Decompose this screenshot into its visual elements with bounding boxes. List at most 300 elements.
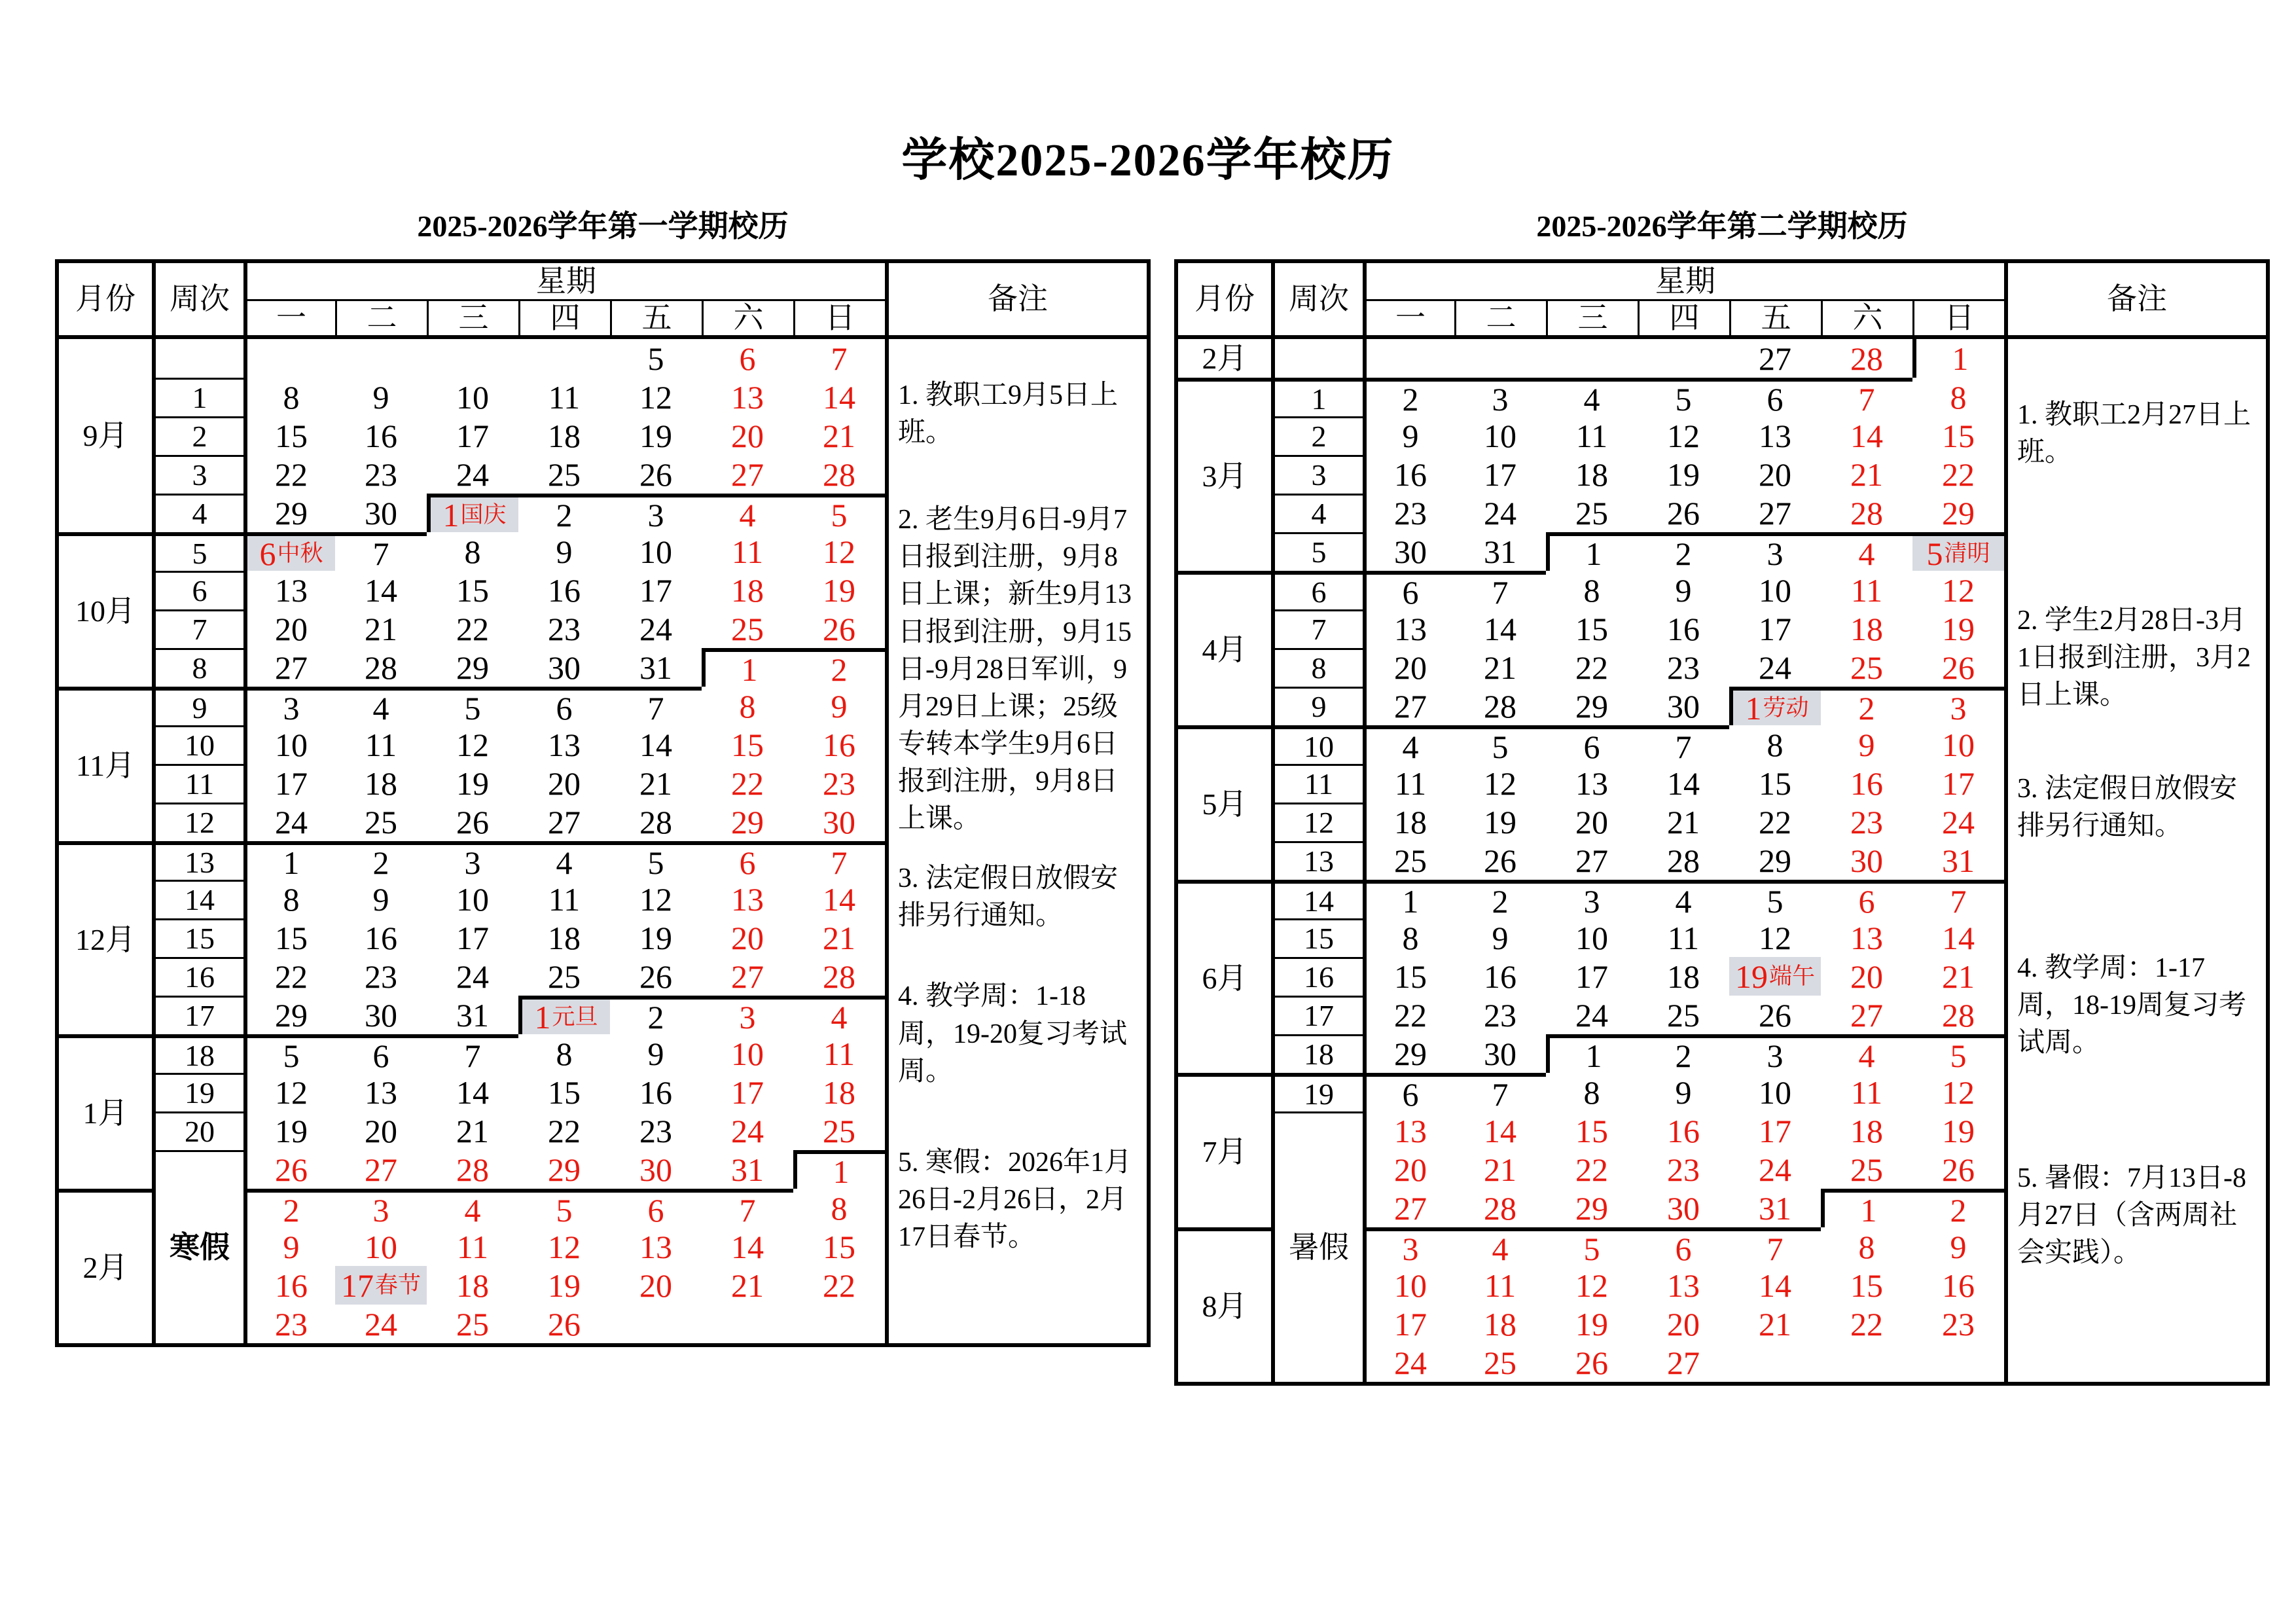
day-number: 26 [1942,1151,1975,1188]
calendar-day-cell [1821,996,1912,1034]
day-number: 6 [1402,1075,1419,1111]
day-number: 24 [1484,494,1516,532]
calendar-day-cell [518,764,610,803]
day-number: 28 [1667,842,1700,879]
day-number: 23 [639,1112,672,1149]
day-number: 3 [1950,689,1967,725]
calendar-day-cell [1546,918,1638,957]
calendar-day-cell [1638,609,1729,648]
day-number: 2 [1858,689,1875,725]
calendar-day-cell [335,378,427,416]
calendar-day-cell [610,918,702,957]
day-number: 25 [1575,494,1608,532]
calendar-day-cell [1454,1305,1546,1343]
calendar-day-cell [1729,1150,1821,1189]
calendar-day-cell [793,532,885,571]
calendar-day-cell [427,1150,518,1189]
day-number: 6 [1858,882,1875,918]
day-number: 29 [1575,1189,1608,1227]
calendar-day-cell [1912,918,2004,957]
day-number: 6 [372,1037,389,1073]
day-number: 29 [1394,1035,1427,1072]
month-label: 8月 [1178,1227,1271,1382]
calendar-day-cell [1729,339,1821,378]
calendar-day-cell [1638,725,1729,764]
calendar-day-cell [1454,1150,1546,1189]
day-number: 5 [831,496,848,532]
month-label: 5月 [1178,725,1271,880]
day-number: 9 [1858,726,1875,763]
calendar-day-cell [243,1227,335,1266]
calendar-day-cell [1729,918,1821,957]
calendar-day-cell [793,455,885,494]
header-day: 六 [1821,301,1912,339]
calendar-day-cell [610,455,702,494]
calendar-day-cell [1729,1189,1821,1227]
day-number: 2 [556,496,573,532]
calendar-day-cell [793,339,885,378]
day-number: 15 [1575,1112,1608,1149]
day-number: 13 [1667,1267,1700,1304]
day-number: 26 [456,803,489,840]
header-day: 四 [1638,301,1729,339]
semester2-title: 2025-2026学年第二学期校历 [1536,209,1908,243]
week-number: 6 [1271,571,1363,609]
week-number: 18 [1271,1034,1363,1073]
day-number: 30 [639,1151,672,1188]
month-label: 9月 [82,418,128,452]
day-number: 28 [1484,687,1516,725]
note-item: 1. 教职工9月5日上班。 [898,380,1119,448]
day-number: 7 [647,689,664,725]
semester1-calendar-table [55,259,1151,1347]
day-number: 13 [1850,919,1883,956]
day-number: 8 [283,880,300,918]
day-number: 4 [739,496,756,532]
calendar-day-cell [335,494,427,532]
calendar-day-cell [335,803,427,841]
calendar-day-cell [1912,1150,2004,1189]
day-number: 7 [739,1191,756,1227]
day-number: 16 [639,1074,672,1111]
calendar-day-cell [243,1111,335,1150]
week-number: 11 [1271,764,1363,803]
week-number: 1 [152,378,243,416]
calendar-day-cell [427,571,518,609]
day-number: 21 [731,1267,764,1304]
calendar-day-cell [1454,378,1546,416]
note-item: 3. 法定假日放假安排另行通知。 [2017,773,2238,841]
day-number: 10 [1759,571,1791,609]
calendar-day-cell [1638,918,1729,957]
calendar-day-cell [1729,571,1821,609]
day-number: 14 [1484,610,1516,647]
calendar-day-cell [427,918,518,957]
day-number: 11 [731,533,764,570]
note-item: 4. 教学周：1-17周，18-19周复习考试周。 [2017,952,2246,1058]
calendar-day-cell [1821,455,1912,494]
calendar-day-cell [702,725,793,764]
calendar-day-cell [793,880,885,918]
week-number: 18 [152,1034,243,1073]
day-number: 2 [1950,1191,1967,1227]
calendar-day-cell [1729,841,1821,880]
calendar-day-cell [518,1305,610,1343]
day-number: 19 [1667,456,1700,493]
day-number: 7 [831,340,848,377]
day-number: 23 [548,610,581,647]
calendar-day-cell [1821,918,1912,957]
calendar-day-cell [1912,880,2004,918]
calendar-day-cell [610,648,702,687]
day-number: 1 [1860,1191,1877,1227]
notes [885,339,1147,1343]
day-number: 23 [1667,649,1700,686]
week-number: 9 [152,687,243,725]
day-number: 11 [365,726,397,763]
calendar-day-cell [610,1305,702,1343]
day-number: 14 [731,1228,764,1265]
day-number: 12 [1484,765,1516,802]
day-number: 17 [1394,1305,1427,1343]
day-number: 6 [739,844,756,880]
day-number: 21 [1942,958,1975,995]
day-number: 26 [639,958,672,995]
day-number: 27 [1759,494,1791,532]
calendar-day-cell [1638,1266,1729,1305]
calendar-day-cell [1363,571,1454,609]
calendar-day-cell [1454,609,1546,648]
day-number: 14 [1667,765,1700,802]
week-number: 11 [152,764,243,803]
week-number: 2 [1271,416,1363,455]
day-number: 6 [1675,1230,1692,1266]
month-label: 6月 [1178,880,1271,1073]
day-number: 25 [1850,649,1883,686]
calendar-day-cell [243,803,335,841]
calendar-day-cell [702,996,793,1034]
day-number: 22 [1942,456,1975,493]
calendar-day-cell [702,532,793,571]
day-number: 19 [548,1267,581,1304]
day-number: 14 [639,726,672,763]
calendar-day-cell [1546,609,1638,648]
day-number: 5 [464,689,481,725]
calendar-day-cell [1363,880,1454,918]
calendar-day-cell [702,648,793,687]
header-day: 一 [243,301,335,339]
calendar-day-cell [518,1073,610,1111]
month-label: 4月 [1178,571,1271,725]
page-title: 学校2025-2026学年校历 [901,135,1395,186]
day-number: 11 [1484,1267,1516,1304]
day-number: 10 [1942,726,1975,763]
calendar-day-cell [243,1305,335,1343]
calendar-day-cell [702,416,793,455]
day-number: 7 [1858,380,1875,416]
calendar-day-cell [1638,648,1729,687]
week-number: 9 [1271,687,1363,725]
day-number: 24 [275,803,308,840]
calendar-day-cell [1821,725,1912,764]
calendar-day-cell [243,609,335,648]
header-notes: 备注 [885,263,1147,339]
day-number: 29 [456,649,489,686]
calendar-day-cell [427,803,518,841]
calendar-day-cell [1454,416,1546,455]
calendar-day-cell [1729,803,1821,841]
calendar-day-cell [427,1305,518,1343]
calendar-day-cell [1363,1150,1454,1189]
calendar-day-cell [793,918,885,957]
calendar-day-cell [1638,957,1729,996]
week-number: 1 [1271,378,1363,416]
month-label: 11月 [59,687,152,841]
calendar-day-cell [427,339,518,378]
calendar-day-cell [1363,957,1454,996]
day-number: 6 [259,535,276,571]
day-number: 6 [1767,380,1784,416]
day-number: 3 [1492,380,1509,416]
day-number: 29 [1575,687,1608,725]
day-number: 7 [372,535,389,571]
day-number: 6 [556,689,573,725]
calendar-day-cell [518,841,610,880]
day-number: 2 [1675,535,1692,571]
day-number: 11 [1667,919,1700,956]
day-number: 22 [823,1267,855,1304]
calendar-day-cell [1363,455,1454,494]
day-number: 9 [1675,1074,1692,1111]
day-number: 17 [340,1267,374,1304]
day-number: 4 [1492,1230,1509,1266]
calendar-day-cell [518,378,610,416]
calendar-day-cell [1363,1073,1454,1111]
day-number: 30 [823,803,855,840]
day-number: 30 [1394,533,1427,570]
day-number: 21 [639,765,672,802]
day-number: 18 [548,417,581,454]
calendar-day-cell [610,841,702,880]
day-number: 5 [1675,380,1692,416]
calendar-day-cell [1454,1266,1546,1305]
calendar-day-cell [1912,764,2004,803]
calendar-day-cell [1363,803,1454,841]
day-number: 12 [1667,417,1700,454]
day-number: 21 [823,919,855,956]
calendar-day-cell [335,880,427,918]
calendar-day-cell [610,532,702,571]
month-label: 10月 [59,532,152,687]
calendar-day-cell [610,1150,702,1189]
calendar-day-cell [793,841,885,880]
day-number: 29 [731,803,764,840]
day-number: 14 [823,880,855,918]
week-number: 16 [152,957,243,996]
day-number: 13 [1394,610,1427,647]
day-number: 25 [456,1305,489,1343]
calendar-day-cell [793,764,885,803]
day-number: 15 [731,726,764,763]
day-number: 3 [1767,1037,1784,1073]
day-number: 16 [1942,1267,1975,1304]
calendar-day-cell [1729,609,1821,648]
calendar-day-cell [1363,764,1454,803]
day-number: 27 [1394,1189,1427,1227]
calendar-day-cell [427,1034,518,1073]
day-number: 22 [1394,996,1427,1034]
day-number: 19 [275,1112,308,1149]
day-number: 17 [639,571,672,609]
day-number: 22 [275,456,308,493]
week-number: 19 [1271,1073,1363,1111]
calendar-grid [55,259,1151,1347]
week-number [1271,339,1363,378]
day-number: 25 [1394,842,1427,879]
day-number: 27 [731,958,764,995]
header-month: 月份 [1178,263,1271,339]
calendar-day-cell [518,1111,610,1150]
calendar-day-cell [1363,339,1454,378]
calendar-day-cell [335,1073,427,1111]
day-number: 26 [1575,1344,1608,1381]
day-number: 3 [1767,535,1784,571]
calendar-day-cell [1363,648,1454,687]
calendar-day-cell [518,532,610,571]
calendar-day-cell [335,339,427,378]
calendar-day-cell [610,339,702,378]
day-number: 8 [556,1035,573,1072]
day-number: 25 [1850,1151,1883,1188]
calendar-day-cell [1363,687,1454,725]
calendar-day-cell [1912,1189,2004,1227]
day-number: 24 [1942,803,1975,840]
month-label: 1月 [59,1034,152,1189]
day-number: 24 [456,456,489,493]
calendar-day-cell [243,764,335,803]
day-number: 26 [1942,649,1975,686]
day-number: 11 [823,1035,855,1072]
calendar-day-cell [518,339,610,378]
calendar-day-cell [243,1150,335,1189]
calendar-day-cell [1729,455,1821,494]
day-number: 31 [639,649,672,686]
calendar-day-cell [793,1150,885,1189]
day-number: 5 [283,1037,300,1073]
week-number: 6 [152,571,243,609]
day-number: 26 [1484,842,1516,879]
calendar-day-cell [427,455,518,494]
calendar-day-cell [1454,1227,1546,1266]
day-number: 6 [739,340,756,377]
day-number: 13 [548,726,581,763]
calendar-day-cell [1546,532,1638,571]
calendar-day-cell [793,648,885,687]
day-number: 4 [1675,882,1692,918]
header-day: 三 [1546,301,1638,339]
holiday-name: 清明 [1944,541,1990,566]
day-number: 12 [456,726,489,763]
calendar-day-cell [335,841,427,880]
calendar-day-cell [1821,764,1912,803]
calendar-day-cell [243,918,335,957]
day-number: 10 [1759,1074,1791,1111]
calendar-day-cell [702,1111,793,1150]
day-number: 15 [1850,1267,1883,1304]
calendar-day-cell [610,571,702,609]
day-number: 26 [275,1151,308,1188]
day-number: 8 [1858,1228,1875,1265]
calendar-day-cell [1546,996,1638,1034]
calendar-day-cell [1821,1034,1912,1073]
calendar-day-cell [1546,880,1638,918]
day-number: 24 [731,1112,764,1149]
day-number: 21 [1484,649,1516,686]
calendar-day-cell [1638,532,1729,571]
calendar-day-cell [793,725,885,764]
day-number: 20 [1759,456,1791,493]
calendar-day-cell [1912,996,2004,1034]
calendar-day-cell [702,957,793,996]
holiday-name: 元旦 [552,1004,598,1030]
calendar-day-cell [702,455,793,494]
calendar-day-cell [702,609,793,648]
calendar-day-cell [427,378,518,416]
calendar-day-cell [427,648,518,687]
calendar-holiday-cell [335,1266,427,1305]
day-number: 2 [1402,380,1419,416]
day-number: 28 [823,958,855,995]
calendar-day-cell [793,687,885,725]
note-item: 5. 寒假：2026年1月26日-2月26日，2月17日春节。 [898,1147,1132,1252]
day-number: 15 [1759,765,1791,802]
week-number: 10 [1271,725,1363,764]
calendar-day-cell [427,764,518,803]
day-number: 19 [639,919,672,956]
day-number: 18 [1850,610,1883,647]
calendar-day-cell [702,1189,793,1227]
day-number: 11 [456,1228,489,1265]
calendar-day-cell [1638,1305,1729,1343]
calendar-day-cell [518,1227,610,1266]
calendar-day-cell [793,378,885,416]
day-number: 20 [1575,803,1608,840]
day-number: 11 [1394,765,1427,802]
day-number: 29 [275,996,308,1034]
day-number: 30 [1667,687,1700,725]
calendar-day-cell [610,1111,702,1150]
calendar-day-cell [243,725,335,764]
calendar-day-cell [702,803,793,841]
calendar-day-cell [610,416,702,455]
header-day: 日 [1912,301,2004,339]
calendar-day-cell [793,1189,885,1227]
week-number: 12 [1271,803,1363,841]
calendar-day-cell [1912,416,2004,455]
day-number: 18 [823,1074,855,1111]
day-number: 5 [1926,535,1943,571]
calendar-day-cell [702,841,793,880]
calendar-day-cell [1912,841,2004,880]
day-number: 14 [456,1074,489,1111]
calendar-day-cell [1821,1189,1912,1227]
day-number: 3 [464,844,481,880]
day-number: 16 [365,919,397,956]
calendar-holiday-cell [1912,532,2004,571]
day-number: 4 [831,998,848,1034]
day-number: 7 [1767,1230,1784,1266]
calendar-day-cell [243,494,335,532]
